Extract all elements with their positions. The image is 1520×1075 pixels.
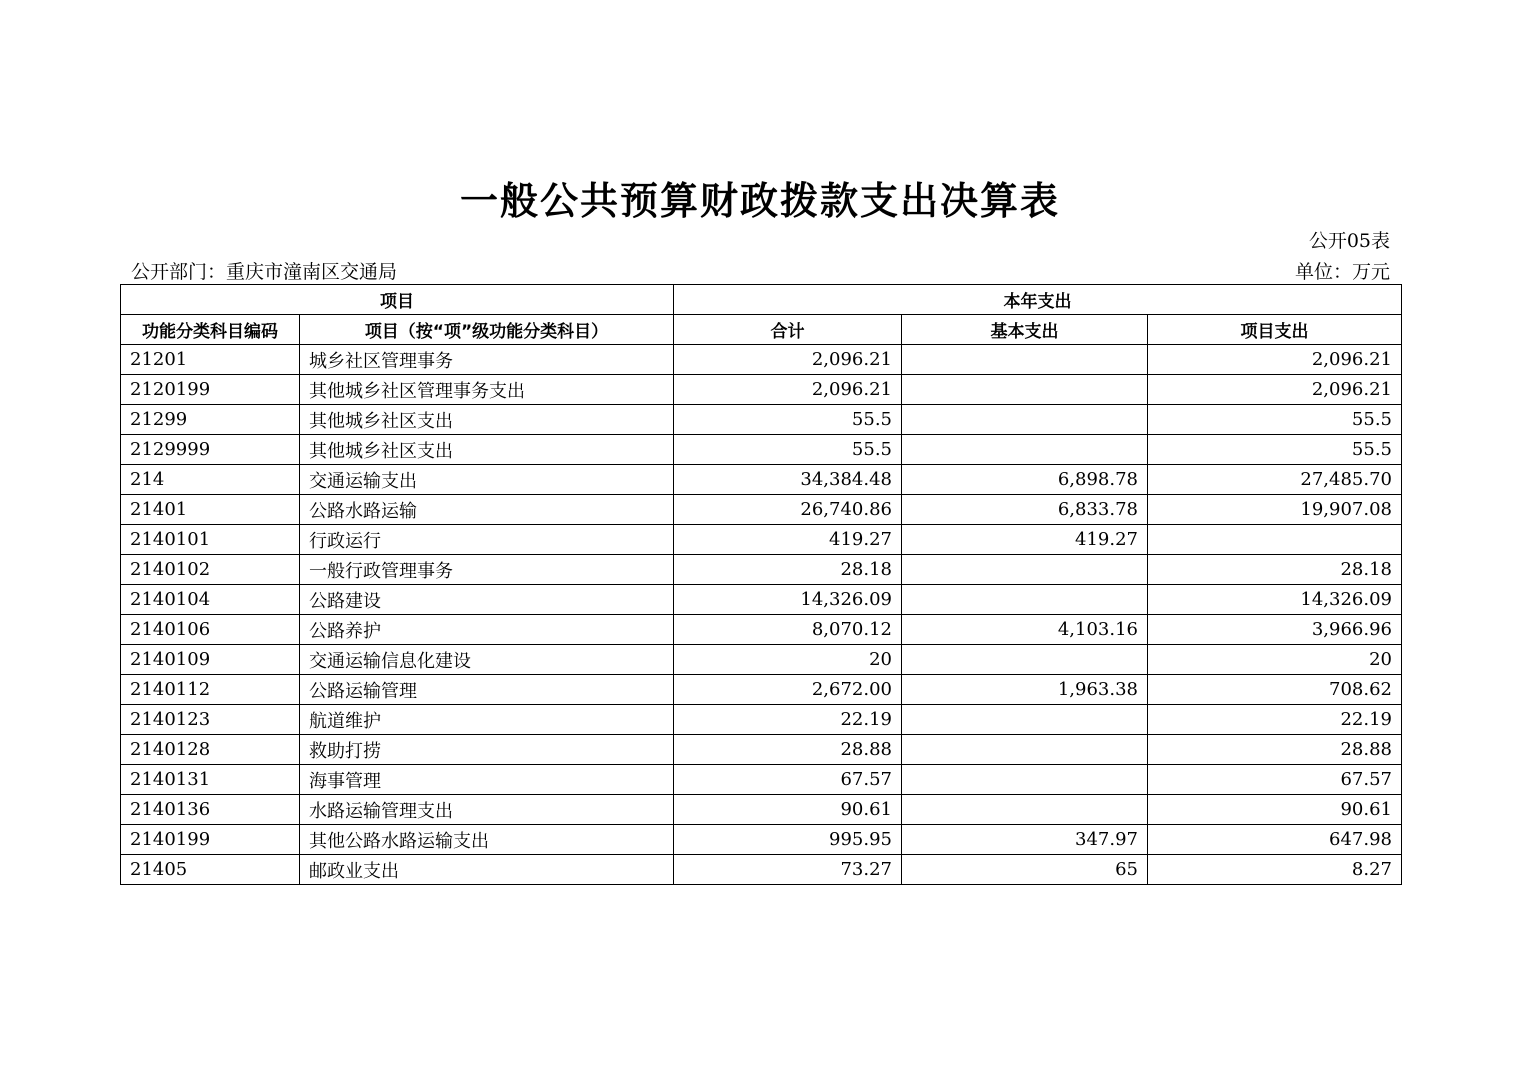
table-row [121, 375, 1402, 405]
cell-project: 27,485.70 [1148, 465, 1402, 495]
cell-code: 2140112 [121, 675, 300, 705]
cell-name: 公路水路运输 [300, 495, 674, 525]
table-row [121, 555, 1402, 585]
cell-project [1148, 525, 1402, 555]
cell-code: 2140104 [121, 585, 300, 615]
cell-total: 2,672.00 [674, 675, 902, 705]
table-row [121, 795, 1402, 825]
cell-basic: 65 [902, 855, 1148, 885]
cell-code: 2140109 [121, 645, 300, 675]
cell-code: 2140101 [121, 525, 300, 555]
cell-project: 14,326.09 [1148, 585, 1402, 615]
cell-total: 14,326.09 [674, 585, 902, 615]
header-project-group: 项目 [121, 285, 674, 315]
table-row [121, 735, 1402, 765]
table-row [121, 495, 1402, 525]
cell-code: 21201 [121, 345, 300, 375]
header-basic: 基本支出 [902, 315, 1148, 345]
cell-project: 55.5 [1148, 405, 1402, 435]
cell-project: 2,096.21 [1148, 345, 1402, 375]
cell-project: 28.88 [1148, 735, 1402, 765]
cell-project: 20 [1148, 645, 1402, 675]
page-title: 一般公共预算财政拨款支出决算表 [459, 179, 1060, 223]
column-header-row [121, 315, 1402, 345]
cell-basic: 419.27 [902, 525, 1148, 555]
header-name: 项目（按“项”级功能分类科目） [300, 315, 674, 345]
table-row [121, 435, 1402, 465]
cell-basic [902, 765, 1148, 795]
cell-code: 2140136 [121, 795, 300, 825]
cell-name: 其他城乡社区支出 [300, 435, 674, 465]
cell-name: 救助打捞 [300, 735, 674, 765]
cell-project: 67.57 [1148, 765, 1402, 795]
cell-project: 3,966.96 [1148, 615, 1402, 645]
cell-project: 22.19 [1148, 705, 1402, 735]
cell-name: 其他公路水路运输支出 [300, 825, 674, 855]
cell-total: 995.95 [674, 825, 902, 855]
cell-name: 其他城乡社区管理事务支出 [300, 375, 674, 405]
cell-name: 公路养护 [300, 615, 674, 645]
cell-total: 2,096.21 [674, 375, 902, 405]
table-row [121, 585, 1402, 615]
cell-name: 一般行政管理事务 [300, 555, 674, 585]
cell-total: 28.18 [674, 555, 902, 585]
cell-basic: 1,963.38 [902, 675, 1148, 705]
cell-code: 2140123 [121, 705, 300, 735]
cell-basic [902, 645, 1148, 675]
cell-basic [902, 405, 1148, 435]
cell-name: 其他城乡社区支出 [300, 405, 674, 435]
table-row [121, 645, 1402, 675]
expenditure-table [120, 284, 1402, 885]
table-row [121, 345, 1402, 375]
cell-basic: 6,898.78 [902, 465, 1148, 495]
cell-code: 2140128 [121, 735, 300, 765]
cell-total: 55.5 [674, 435, 902, 465]
cell-name: 水路运输管理支出 [300, 795, 674, 825]
cell-name: 海事管理 [300, 765, 674, 795]
cell-code: 21299 [121, 405, 300, 435]
group-header-row [121, 285, 1402, 315]
cell-total: 8,070.12 [674, 615, 902, 645]
cell-project: 647.98 [1148, 825, 1402, 855]
cell-name: 公路运输管理 [300, 675, 674, 705]
cell-project: 2,096.21 [1148, 375, 1402, 405]
cell-project: 19,907.08 [1148, 495, 1402, 525]
cell-code: 2120199 [121, 375, 300, 405]
cell-basic [902, 375, 1148, 405]
header-total: 合计 [674, 315, 902, 345]
cell-total: 67.57 [674, 765, 902, 795]
cell-total: 73.27 [674, 855, 902, 885]
cell-basic: 4,103.16 [902, 615, 1148, 645]
table-row [121, 525, 1402, 555]
cell-name: 交通运输支出 [300, 465, 674, 495]
cell-basic [902, 585, 1148, 615]
cell-name: 邮政业支出 [300, 855, 674, 885]
cell-name: 公路建设 [300, 585, 674, 615]
cell-code: 2140102 [121, 555, 300, 585]
cell-project: 55.5 [1148, 435, 1402, 465]
form-number: 公开05表 [1308, 230, 1390, 252]
cell-basic: 6,833.78 [902, 495, 1148, 525]
table-row [121, 765, 1402, 795]
cell-code: 21401 [121, 495, 300, 525]
cell-basic [902, 795, 1148, 825]
cell-project: 90.61 [1148, 795, 1402, 825]
cell-name: 城乡社区管理事务 [300, 345, 674, 375]
cell-name: 交通运输信息化建设 [300, 645, 674, 675]
cell-basic: 347.97 [902, 825, 1148, 855]
cell-basic [902, 705, 1148, 735]
cell-code: 214 [121, 465, 300, 495]
cell-code: 2140131 [121, 765, 300, 795]
cell-total: 28.88 [674, 735, 902, 765]
cell-basic [902, 555, 1148, 585]
cell-name: 行政运行 [300, 525, 674, 555]
header-current-year-group: 本年支出 [674, 285, 1402, 315]
table-row [121, 705, 1402, 735]
cell-total: 26,740.86 [674, 495, 902, 525]
cell-project: 28.18 [1148, 555, 1402, 585]
table-row [121, 465, 1402, 495]
cell-total: 419.27 [674, 525, 902, 555]
cell-total: 55.5 [674, 405, 902, 435]
unit-label: 单位：万元 [1294, 261, 1390, 283]
cell-basic [902, 435, 1148, 465]
cell-total: 2,096.21 [674, 345, 902, 375]
header-project: 项目支出 [1148, 315, 1402, 345]
cell-basic [902, 735, 1148, 765]
cell-code: 21405 [121, 855, 300, 885]
cell-project: 708.62 [1148, 675, 1402, 705]
table-row [121, 615, 1402, 645]
department-label: 公开部门：重庆市潼南区交通局 [131, 261, 398, 283]
cell-name: 航道维护 [300, 705, 674, 735]
table-row [121, 825, 1402, 855]
table-row [121, 405, 1402, 435]
cell-project: 8.27 [1148, 855, 1402, 885]
header-code: 功能分类科目编码 [121, 315, 300, 345]
cell-total: 90.61 [674, 795, 902, 825]
cell-total: 20 [674, 645, 902, 675]
cell-code: 2129999 [121, 435, 300, 465]
table-row [121, 675, 1402, 705]
cell-code: 2140106 [121, 615, 300, 645]
cell-total: 22.19 [674, 705, 902, 735]
table-row [121, 855, 1402, 885]
cell-basic [902, 345, 1148, 375]
cell-total: 34,384.48 [674, 465, 902, 495]
cell-code: 2140199 [121, 825, 300, 855]
